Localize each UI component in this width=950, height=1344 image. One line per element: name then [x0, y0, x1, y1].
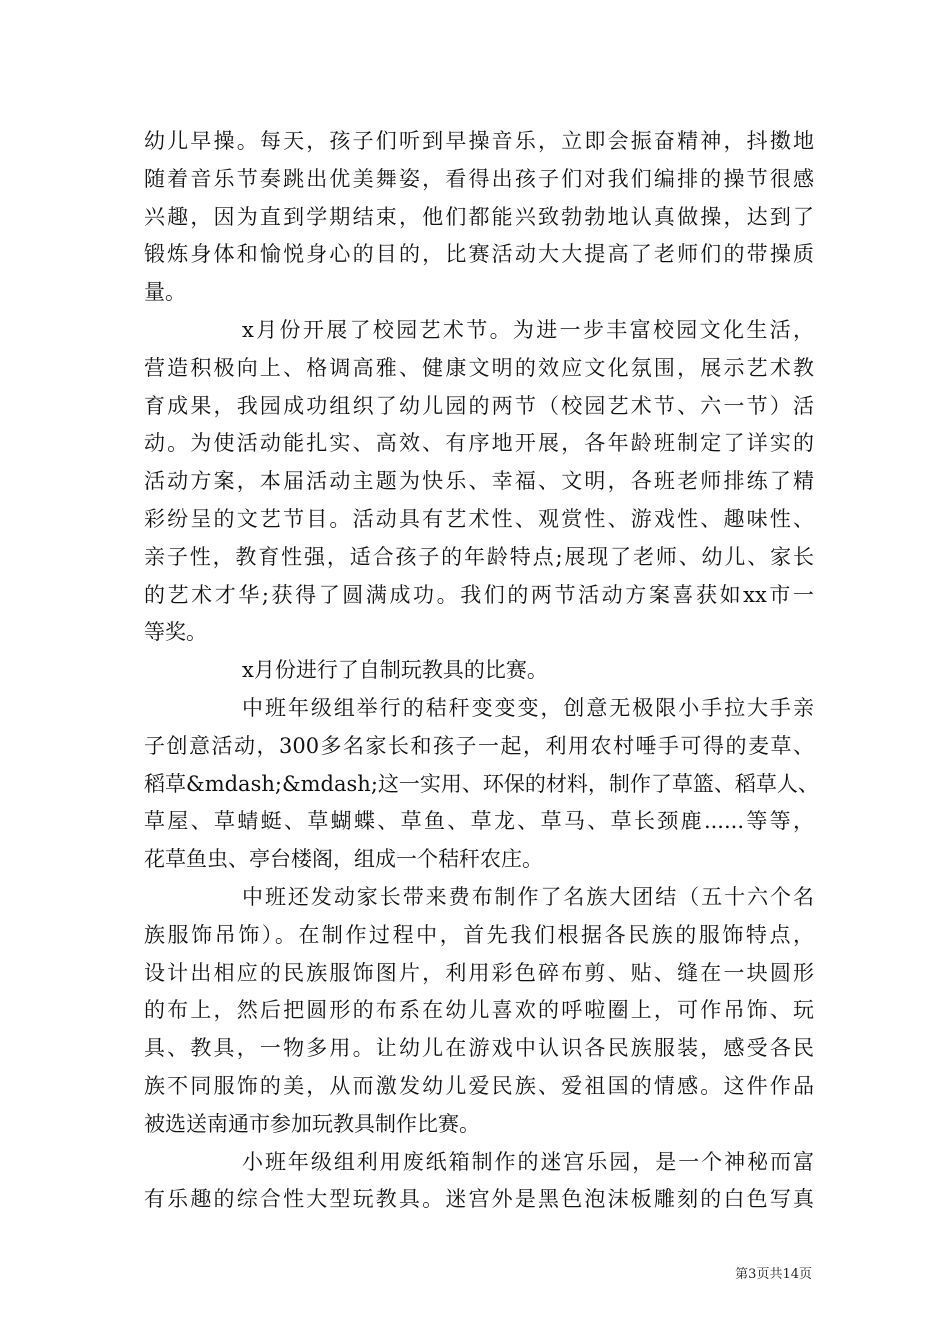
paragraph-first-line: x月份开展了校园艺术节。为进一步丰富校园文化生活， [242, 317, 814, 342]
paragraph-first-line: x月份进行了自制玩教具的比赛。 [242, 658, 548, 683]
text-line: 营造积极向上、格调高雅、健康文明的效应文化氛围，展示艺术教 [144, 355, 814, 380]
text-line: 子创意活动，300多名家长和孩子一起，利用农村唾手可得的麦草、 [144, 733, 814, 758]
text-line: 稻草&mdash;&mdash;这一实用、环保的材料，制作了草篮、稻草人、 [144, 771, 819, 796]
page-number-footer: 第3页共14页 [735, 1267, 812, 1282]
text-line: 花草鱼虫、亭台楼阁，组成一个秸秆农庄。 [144, 847, 543, 872]
text-line: 随着音乐节奏跳出优美舞姿，看得出孩子们对我们编排的操节很感 [144, 166, 814, 191]
paragraph-first-line: 中班还发动家长带来费布制作了名族大团结（五十六个名 [242, 884, 814, 909]
text-line: 兴趣，因为直到学期结束，他们都能兴致勃勃地认真做操，达到了 [144, 204, 814, 229]
text-line: 动。为使活动能扎实、高效、有序地开展，各年龄班制定了详实的 [144, 431, 814, 456]
text-line: 族服饰吊饰）。在制作过程中，首先我们根据各民族的服饰特点， [144, 922, 814, 947]
text-line: 等奖。 [144, 620, 207, 645]
text-line: 被选送南通市参加玩教具制作比赛。 [144, 1111, 480, 1136]
text-line: 育成果，我园成功组织了幼儿园的两节（校园艺术节、六一节）活 [144, 393, 814, 418]
text-line: 量。 [144, 280, 186, 305]
text-line: 彩纷呈的文艺节目。活动具有艺术性、观赏性、游戏性、趣味性、 [144, 506, 814, 531]
paragraph-first-line: 中班年级组举行的秸秆变变变，创意无极限小手拉大手亲 [242, 695, 814, 720]
text-line: 具、教具，一物多用。让幼儿在游戏中认识各民族服装，感受各民 [144, 1036, 814, 1061]
paragraph-first-line: 小班年级组利用废纸箱制作的迷宫乐园，是一个神秘而富 [242, 1149, 814, 1174]
text-line: 有乐趣的综合性大型玩教具。迷宫外是黑色泡沫板雕刻的白色写真 [144, 1187, 814, 1212]
text-line: 的布上，然后把圆形的布系在幼儿喜欢的呼啦圈上，可作吊饰、玩 [144, 998, 814, 1023]
text-line: 草屋、草蜻蜓、草蝴蝶、草鱼、草龙、草马、草长颈鹿......等等， [144, 809, 814, 834]
text-line: 设计出相应的民族服饰图片，利用彩色碎布剪、贴、缝在一块圆形 [144, 960, 814, 985]
text-line: 锻炼身体和愉悦身心的目的，比赛活动大大提高了老师们的带操质 [144, 242, 814, 267]
text-line: 亲子性，教育性强，适合孩子的年龄特点;展现了老师、幼儿、家长 [144, 544, 814, 569]
text-line: 族不同服饰的美，从而激发幼儿爱民族、爱祖国的情感。这件作品 [144, 1073, 814, 1098]
body-text [144, 123, 819, 1219]
text-line: 幼儿早操。每天，孩子们听到早操音乐，立即会振奋精神，抖擞地 [144, 129, 814, 153]
text-line: 活动方案，本届活动主题为快乐、幸福、文明，各班老师排练了精 [144, 469, 814, 494]
text-line: 的艺术才华;获得了圆满成功。我们的两节活动方案喜获如xx市一 [144, 582, 814, 607]
